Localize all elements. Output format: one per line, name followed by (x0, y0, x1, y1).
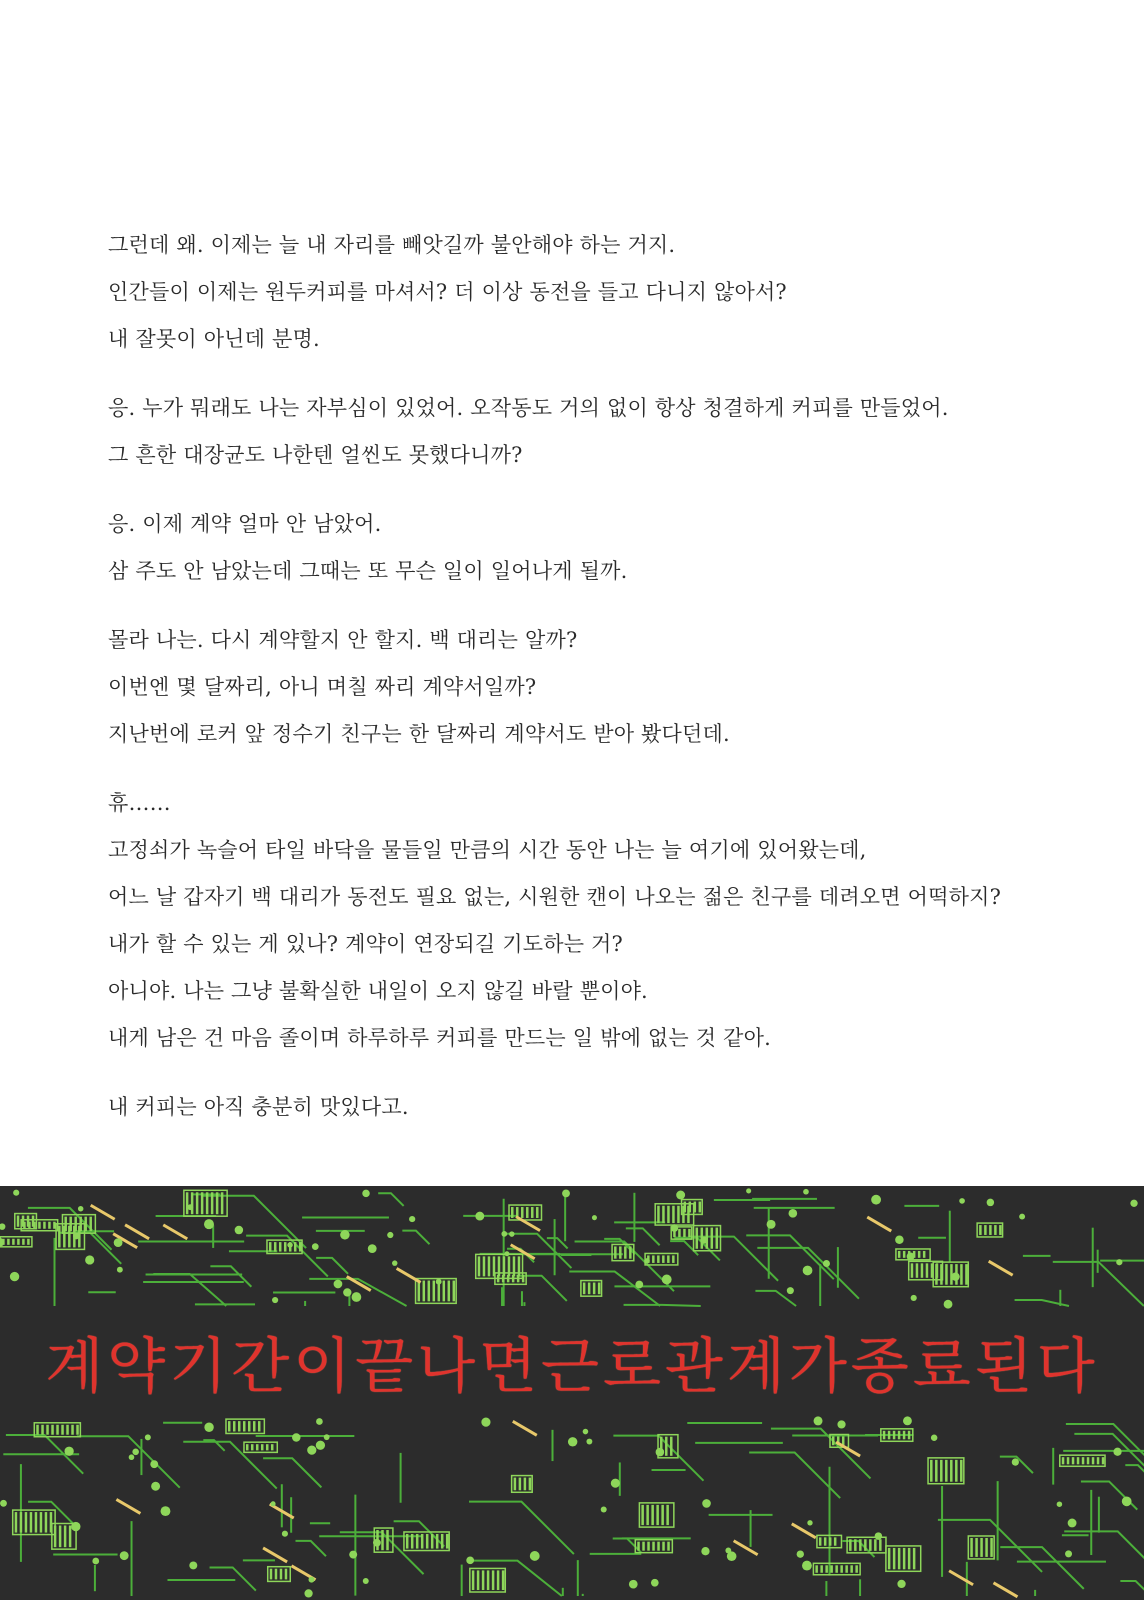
paragraph-5 (108, 780, 1068, 1062)
text-line: 몰라 나는. 다시 계약할지 안 할지. 백 대리는 알까? (108, 628, 578, 652)
text-line: 삼 주도 안 남았는데 그때는 또 무슨 일이 일어나게 될까. (108, 559, 628, 583)
text-line: 내게 남은 건 마음 졸이며 하루하루 커피를 만드는 일 밖에 없는 것 같아. (108, 1026, 771, 1050)
paragraph-3 (108, 501, 1068, 595)
text-line: 응. 이제 계약 얼마 안 남았어. (108, 512, 382, 536)
paragraph-2 (108, 385, 1068, 479)
paragraph-1 (108, 222, 1068, 363)
text-line: 그런데 왜. 이제는 늘 내 자리를 빼앗길까 불안해야 하는 거지. (108, 233, 676, 257)
text-line: 내 커피는 아직 충분히 맛있다고. (108, 1095, 409, 1119)
text-line: 지난번에 로커 앞 정수기 친구는 한 달짜리 계약서도 받아 봤다던데. (108, 722, 730, 746)
text-line: 고정쇠가 녹슬어 타일 바닥을 물들일 만큼의 시간 동안 나는 늘 여기에 있어왔는데, (108, 838, 867, 862)
text-line: 그 흔한 대장균도 나한텐 얼씬도 못했다니까? (108, 443, 523, 467)
story-text (108, 222, 1068, 1153)
text-line: 아니야. 나는 그냥 불확실한 내일이 오지 않길 바랄 뿐이야. (108, 979, 648, 1003)
paragraph-6 (108, 1084, 1068, 1131)
paragraph-4 (108, 617, 1068, 758)
text-line: 휴…… (108, 791, 171, 815)
text-line: 내가 할 수 있는 게 있나? 계약이 연장되길 기도하는 거? (108, 932, 623, 956)
text-line: 어느 날 갑자기 백 대리가 동전도 필요 없는, 시원한 캔이 나오는 젊은 친구를 데려오면 어떡하지? (108, 885, 1002, 909)
text-line: 인간들이 이제는 원두커피를 마셔서? 더 이상 동전을 들고 다니지 않아서? (108, 280, 787, 304)
banner-title: 계약기간이끝나면근로관계가종료된다 (45, 1332, 1099, 1402)
text-line: 내 잘못이 아닌데 분명. (108, 327, 320, 351)
circuit-banner (0, 1186, 1144, 1600)
text-line: 이번엔 몇 달짜리, 아니 며칠 짜리 계약서일까? (108, 675, 537, 699)
text-line: 응. 누가 뭐래도 나는 자부심이 있었어. 오작동도 거의 없이 항상 청결하게 커피를 만들었어. (108, 396, 949, 420)
